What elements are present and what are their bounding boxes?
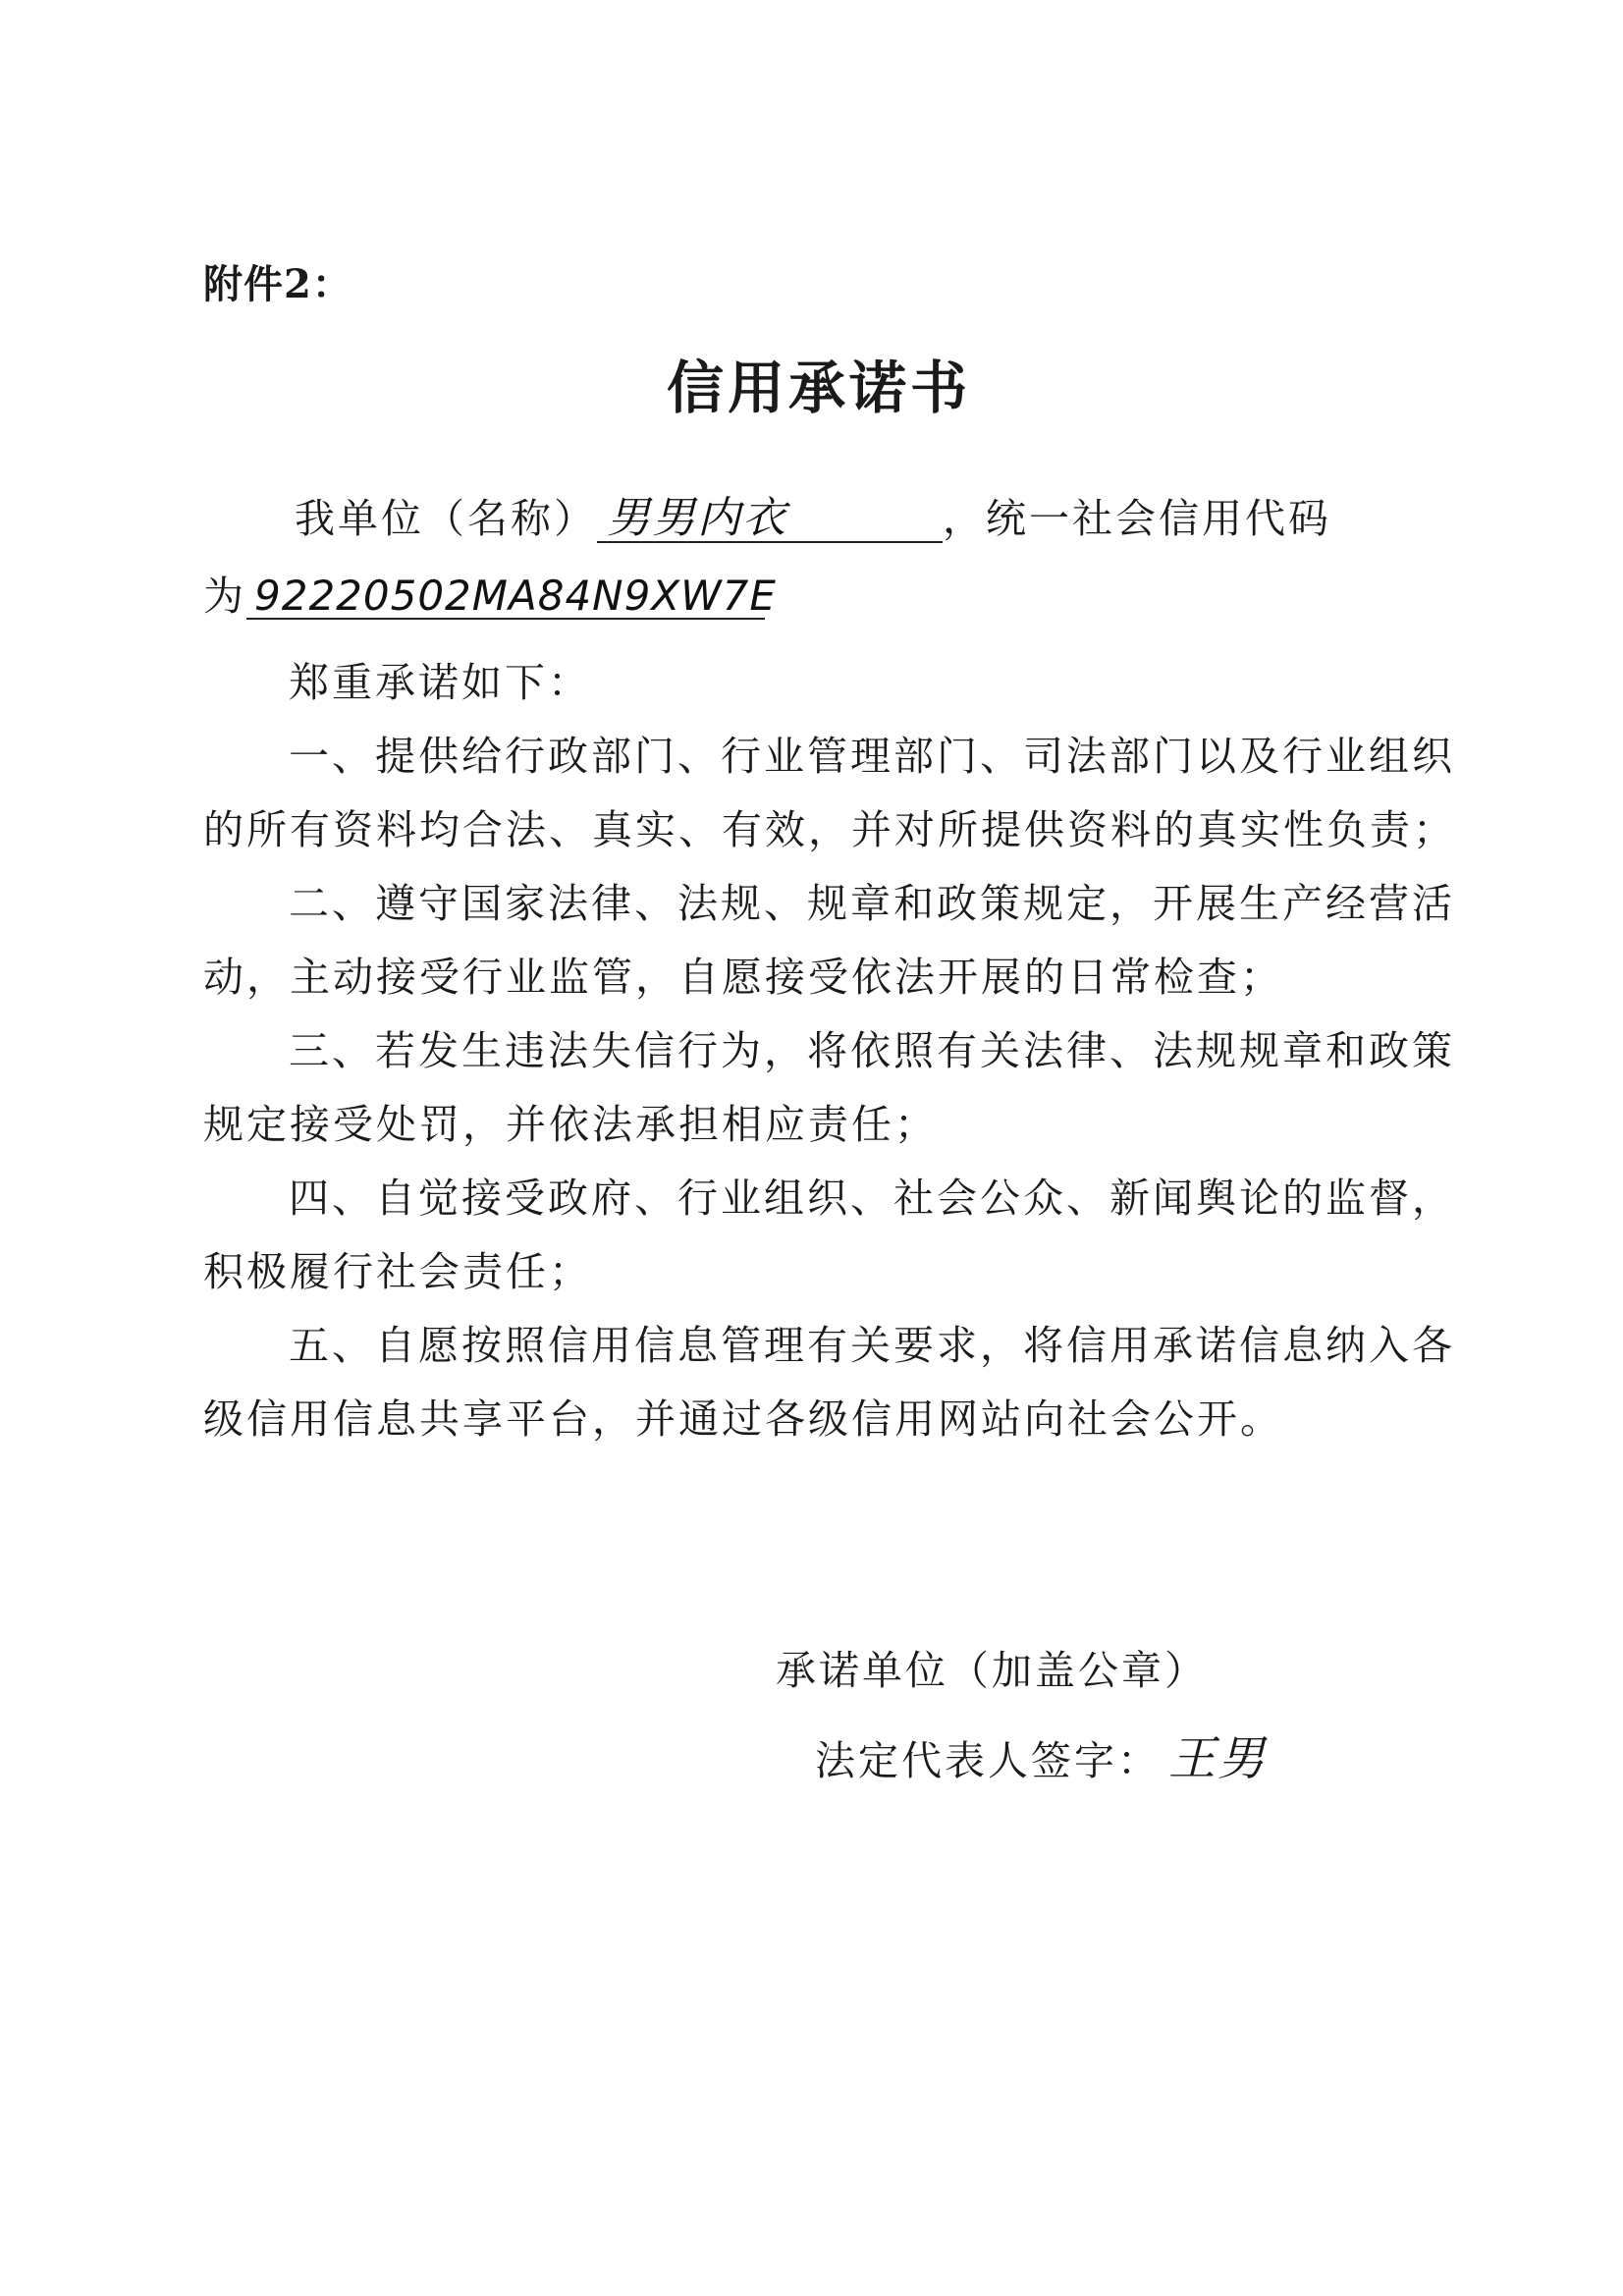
commitment-2-line-1: 二、遵守国家法律、法规、规章和政策规定，开展生产经营活 bbox=[289, 880, 1455, 927]
legal-rep-label: 法定代表人签字： bbox=[815, 1737, 1161, 1784]
commitment-3-line-1: 三、若发生违法失信行为，将依照有关法律、法规规章和政策 bbox=[289, 1027, 1455, 1074]
commitment-1-line-1: 一、提供给行政部门、行业管理部门、司法部门以及行业组织 bbox=[289, 733, 1455, 780]
intro-suffix: ，统一社会信用代码 bbox=[943, 495, 1331, 542]
commitment-5-line-1: 五、自愿按照信用信息管理有关要求，将信用承诺信息纳入各 bbox=[289, 1322, 1455, 1369]
commitment-3-line-2: 规定接受处罚，并依法承担相应责任； bbox=[203, 1101, 938, 1148]
code-prefix: 为 bbox=[203, 573, 246, 620]
commitment-4-line-1: 四、自觉接受政府、行业组织、社会公众、新闻舆论的监督， bbox=[289, 1175, 1455, 1222]
intro-prefix: 我单位（名称） bbox=[295, 495, 597, 542]
legal-rep-line bbox=[815, 1721, 1267, 1788]
commitment-2-line-2: 动，主动接受行业监管，自愿接受依法开展的日常检查； bbox=[203, 954, 1283, 1001]
intro-line bbox=[295, 493, 1331, 543]
commitment-unit-label: 承诺单位（加盖公章） bbox=[776, 1647, 1208, 1694]
commitment-1-line-2: 的所有资料均合法、真实、有效，并对所提供资料的真实性负责； bbox=[203, 806, 1456, 853]
legal-rep-signature: 王男 bbox=[1168, 1731, 1268, 1786]
document-title: 信用承诺书 bbox=[666, 355, 971, 421]
commitment-4-line-2: 积极履行社会责任； bbox=[203, 1248, 592, 1295]
commitment-5-line-2: 级信用信息共享平台，并通过各级信用网站向社会公开。 bbox=[203, 1395, 1283, 1443]
attachment-label: 附件2： bbox=[203, 261, 352, 307]
credit-code-field: 92220502MA84N9XW7E bbox=[246, 574, 765, 620]
statement: 郑重承诺如下： bbox=[289, 659, 591, 706]
unit-name-field: 男男内衣 bbox=[597, 496, 943, 543]
credit-code-line bbox=[203, 572, 777, 620]
